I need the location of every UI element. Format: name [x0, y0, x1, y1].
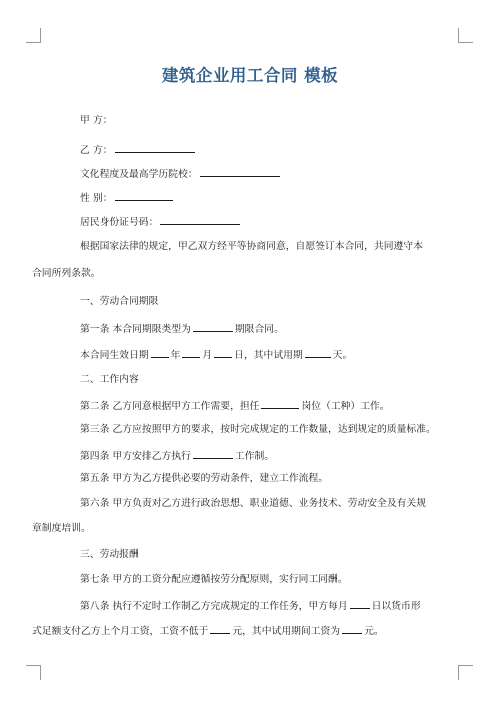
section-2-heading: 二、工作内容	[80, 374, 139, 385]
probation-days-blank[interactable]	[305, 347, 331, 358]
article-4-text-b: 工作制。	[234, 451, 275, 462]
party-b-label: 乙 方：	[80, 145, 113, 156]
article-6-line-2: 章制度培训。	[32, 523, 91, 534]
article-8-text-c: 式足额支付乙方上个月工资，工资不低于	[32, 626, 209, 637]
contract-type-blank[interactable]	[193, 321, 233, 332]
article-4-text-a: 第四条 甲方安排乙方执行	[80, 451, 191, 462]
probation-wage-blank[interactable]	[342, 623, 362, 634]
section-1-heading: 一、劳动合同期限	[80, 296, 159, 307]
party-a-label: 甲 方：	[80, 115, 113, 126]
gender-label: 性 别：	[80, 193, 113, 204]
article-8-text-d: 元，其中试用期间工资为	[232, 626, 341, 637]
article-2	[80, 398, 480, 414]
id-number-blank[interactable]	[160, 214, 240, 225]
article-2-text-a: 第二条 乙方同意根据甲方工作需要，担任	[80, 401, 260, 412]
article-8-text-b: 日以货币形	[371, 601, 421, 612]
crop-mark-top-left	[26, 28, 41, 43]
article-7: 第七条 甲方的工资分配应遵循按劳分配原则，实行同工同酬。	[80, 574, 348, 585]
document-title: 建筑企业用工合同 模板	[161, 66, 339, 85]
effective-year-blank[interactable]	[151, 347, 169, 358]
article-1	[80, 321, 480, 337]
article-5: 第五条 甲方为乙方提供必要的劳动条件，建立工作流程。	[80, 473, 329, 484]
id-number-line	[80, 214, 480, 230]
article-1-text-b: 期限合同。	[234, 324, 284, 335]
party-b-line	[80, 142, 480, 158]
education-line	[80, 166, 480, 182]
pay-day-blank[interactable]	[350, 598, 370, 609]
effective-month-blank[interactable]	[182, 347, 200, 358]
article-3: 第三条 乙方应按照甲方的要求，按时完成规定的工作数量，达到规定的质量标准。	[80, 424, 436, 435]
id-number-label: 居民身份证号码：	[80, 217, 159, 228]
preamble-line-1: 根据国家法律的规定，甲乙双方经平等协商同意，自愿签订本合同，共同遵守本	[80, 241, 423, 252]
article-1-text-a: 第一条 本合同期限类型为	[80, 324, 191, 335]
education-blank[interactable]	[200, 166, 280, 177]
work-system-blank[interactable]	[193, 448, 233, 459]
gender-line	[80, 190, 480, 206]
effective-date-label: 本合同生效日期	[80, 350, 149, 361]
month-label: 月	[202, 350, 213, 361]
education-label: 文化程度及最高学历院校：	[80, 169, 198, 180]
article-6-line-1: 第六条 甲方负责对乙方进行政治思想、职业道德、业务技术、劳动安全及有关规	[80, 498, 427, 509]
crop-mark-bottom-right	[458, 665, 473, 680]
section-3-heading: 三、劳动报酬	[80, 549, 139, 560]
days-label: 天。	[332, 350, 353, 361]
crop-mark-bottom-left	[26, 665, 41, 680]
effective-date-line	[80, 347, 480, 363]
year-label: 年	[170, 350, 181, 361]
article-8-line-1	[80, 598, 480, 614]
day-probation-label: 日，其中试用期	[234, 350, 303, 361]
party-b-blank[interactable]	[115, 142, 195, 153]
article-2-text-b: 岗位（工种）工作。	[301, 401, 390, 412]
article-8-text-e: 元。	[364, 626, 384, 637]
effective-day-blank[interactable]	[214, 347, 232, 358]
party-a-line	[80, 114, 480, 128]
article-8-line-2	[32, 623, 432, 639]
article-8-text-a: 第八条 执行不定时工作制乙方完成规定的工作任务，甲方每月	[80, 601, 348, 612]
crop-mark-top-right	[458, 28, 473, 43]
article-4	[80, 448, 480, 464]
minimum-wage-blank[interactable]	[210, 623, 230, 634]
preamble-line-2: 合同所列条款。	[32, 268, 101, 279]
gender-blank[interactable]	[115, 190, 173, 201]
position-blank[interactable]	[261, 398, 299, 409]
